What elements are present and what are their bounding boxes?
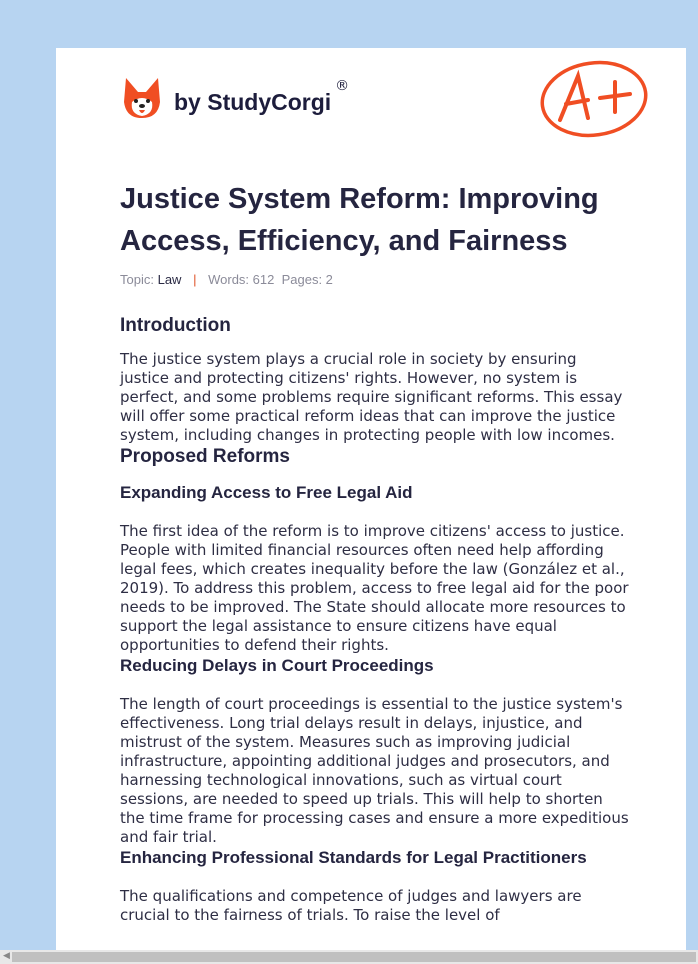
brand-name: by StudyCorgi — [174, 88, 332, 115]
paragraph-court-delays: The length of court proceedings is essential to the justice system's effectiveness. Long trial delays result in delays, injustice, and mistrust of the system. Measures such as improving judicial infrastructure, appointing additional judges and prosecutors, and harnessing technological innovations, such as virtual court sessions, are needed to speed up trials. This will help to shorten the time frame for processing cases and ensure a more expeditious and fair trial. — [120, 695, 629, 846]
scroll-left-icon[interactable]: ◀ — [3, 951, 10, 961]
studycorgi-logo[interactable] — [122, 76, 349, 120]
registered-mark: ® — [335, 78, 350, 94]
a-plus-grade-icon — [538, 58, 650, 140]
topic-label: Topic: — [120, 272, 154, 287]
heading-professional-standards: Enhancing Professional Standards for Legal Practitioners — [120, 848, 587, 867]
heading-proposed-reforms: Proposed Reforms — [120, 446, 290, 467]
corgi-icon — [122, 76, 162, 120]
topic-link[interactable]: Law — [157, 272, 182, 287]
word-count: Words: 612 — [208, 272, 275, 287]
horizontal-scrollbar[interactable] — [0, 950, 698, 964]
page-title: Justice System Reform: Improving Access, Efficiency, and Fairness — [120, 183, 599, 257]
document-page — [56, 48, 686, 950]
meta-line — [120, 272, 630, 287]
scrollbar-thumb[interactable] — [12, 952, 696, 962]
page-count: Pages: 2 — [281, 272, 333, 287]
heading-introduction: Introduction — [120, 315, 231, 336]
paragraph-professional-standards: The qualifications and competence of judges and lawyers are crucial to the fairness of trials. To raise the level of — [120, 887, 582, 924]
paragraph-legal-aid: The first idea of the reform is to improve citizens' access to justice. People with limited financial resources often need help affording legal fees, which creates inequality before the law (González et al., 2019). To address this problem, access to free legal aid for the poor needs to be improved. The State should allocate more resources to support the legal assistance to ensure citizens have equal opportunities to defend their rights. — [120, 522, 629, 654]
heading-legal-aid: Expanding Access to Free Legal Aid — [120, 483, 413, 502]
heading-court-delays: Reducing Delays in Court Proceedings — [120, 656, 434, 675]
paragraph-introduction: The justice system plays a crucial role in society by ensuring justice and protecting citizens' rights. However, no system is perfect, and some problems require significant reforms. This essay will offer some practical reform ideas that can improve the justice system, including changes in protecting people with low incomes. — [120, 350, 623, 444]
meta-separator: | — [193, 272, 197, 287]
